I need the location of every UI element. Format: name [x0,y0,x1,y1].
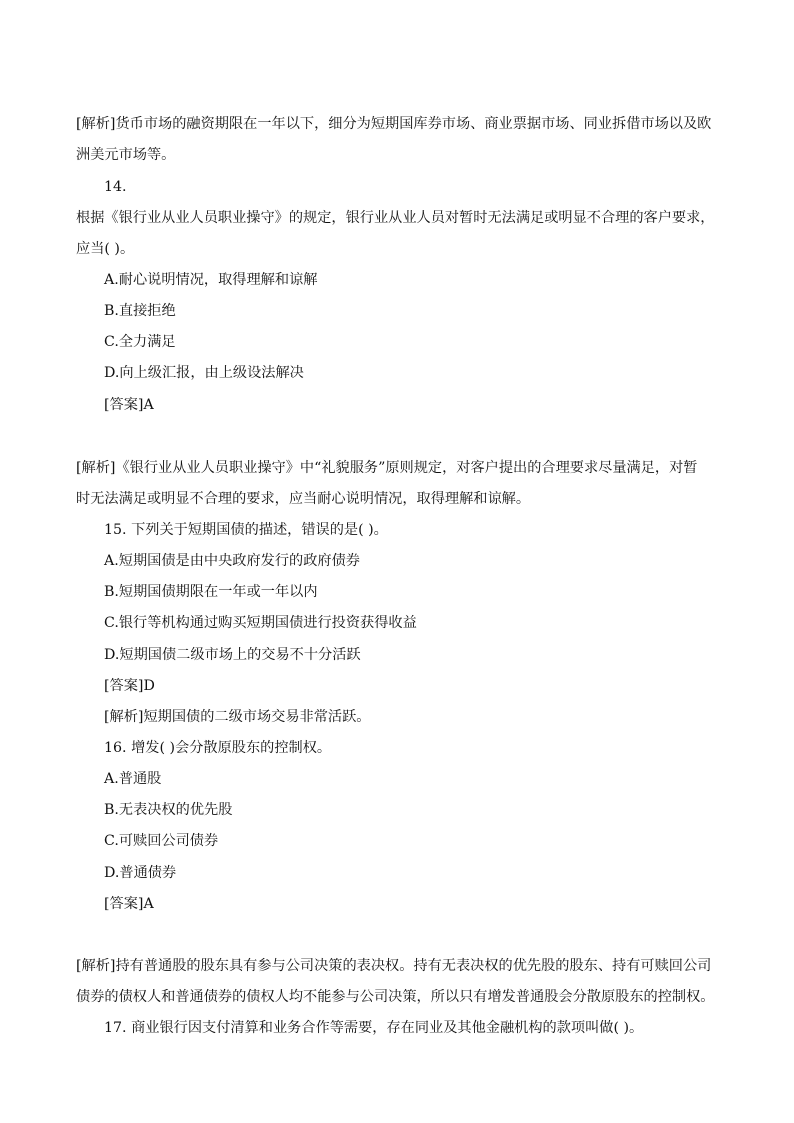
option-d: D.短期国债二级市场上的交易不十分活跃 [104,647,361,663]
question-stem: 15. 下列关于短期国债的描述，错误的是( )。 [104,522,388,538]
question-stem: 17. 商业银行因支付清算和业务合作等需要，存在同业及其他金融机构的款项叫做( )。 [104,1020,644,1036]
question-number: 14. [104,179,127,195]
analysis-text: 时无法满足或明显不合理的要求，应当耐心说明情况，取得理解和谅解。 [76,491,531,507]
option-a: A.普通股 [104,771,162,787]
question-stem: 16. 增发( )会分散原股东的控制权。 [104,740,332,756]
question-stem: 根据《银行业从业人员职业操守》的规定，银行业从业人员对暂时无法满足或明显不合理的客户要求， [76,210,715,226]
answer: [答案]A [104,397,154,413]
option-d: D.向上级汇报，由上级设法解决 [104,365,304,381]
analysis-text: [解析]持有普通股的股东具有参与公司决策的表决权。持有无表决权的优先股的股东、持有可赎回公司 [76,958,712,974]
analysis-text: [解析]货币市场的融资期限在一年以下，细分为短期国库券市场、商业票据市场、同业拆借市场以及欧 [76,116,712,132]
analysis-text: 债券的债权人和普通债券的债权人均不能参与公司决策，所以只有增发普通股会分散原股东的控制权。 [76,989,715,1005]
analysis-text: [解析]短期国债的二级市场交易非常活跃。 [104,709,371,725]
option-b: B.短期国债期限在一年或一年以内 [104,584,318,600]
answer: [答案]A [104,896,154,912]
option-b: B.直接拒绝 [104,303,176,319]
analysis-text: [解析]《银行业从业人员职业操守》中“礼貌服务”原则规定，对客户提出的合理要求尽量满足，对暂 [76,460,698,476]
question-stem: 应当( )。 [76,241,135,257]
option-c: C.可赎回公司债券 [104,833,219,849]
option-a: A.耐心说明情况，取得理解和谅解 [104,272,318,288]
option-b: B.无表决权的优先股 [104,802,233,818]
option-a: A.短期国债是由中央政府发行的政府债券 [104,553,360,569]
option-c: C.全力满足 [104,334,176,350]
answer: [答案]D [104,678,155,694]
analysis-text: 洲美元市场等。 [76,147,176,163]
option-c: C.银行等机构通过购买短期国债进行投资获得收益 [104,615,417,631]
option-d: D.普通债券 [104,865,177,881]
